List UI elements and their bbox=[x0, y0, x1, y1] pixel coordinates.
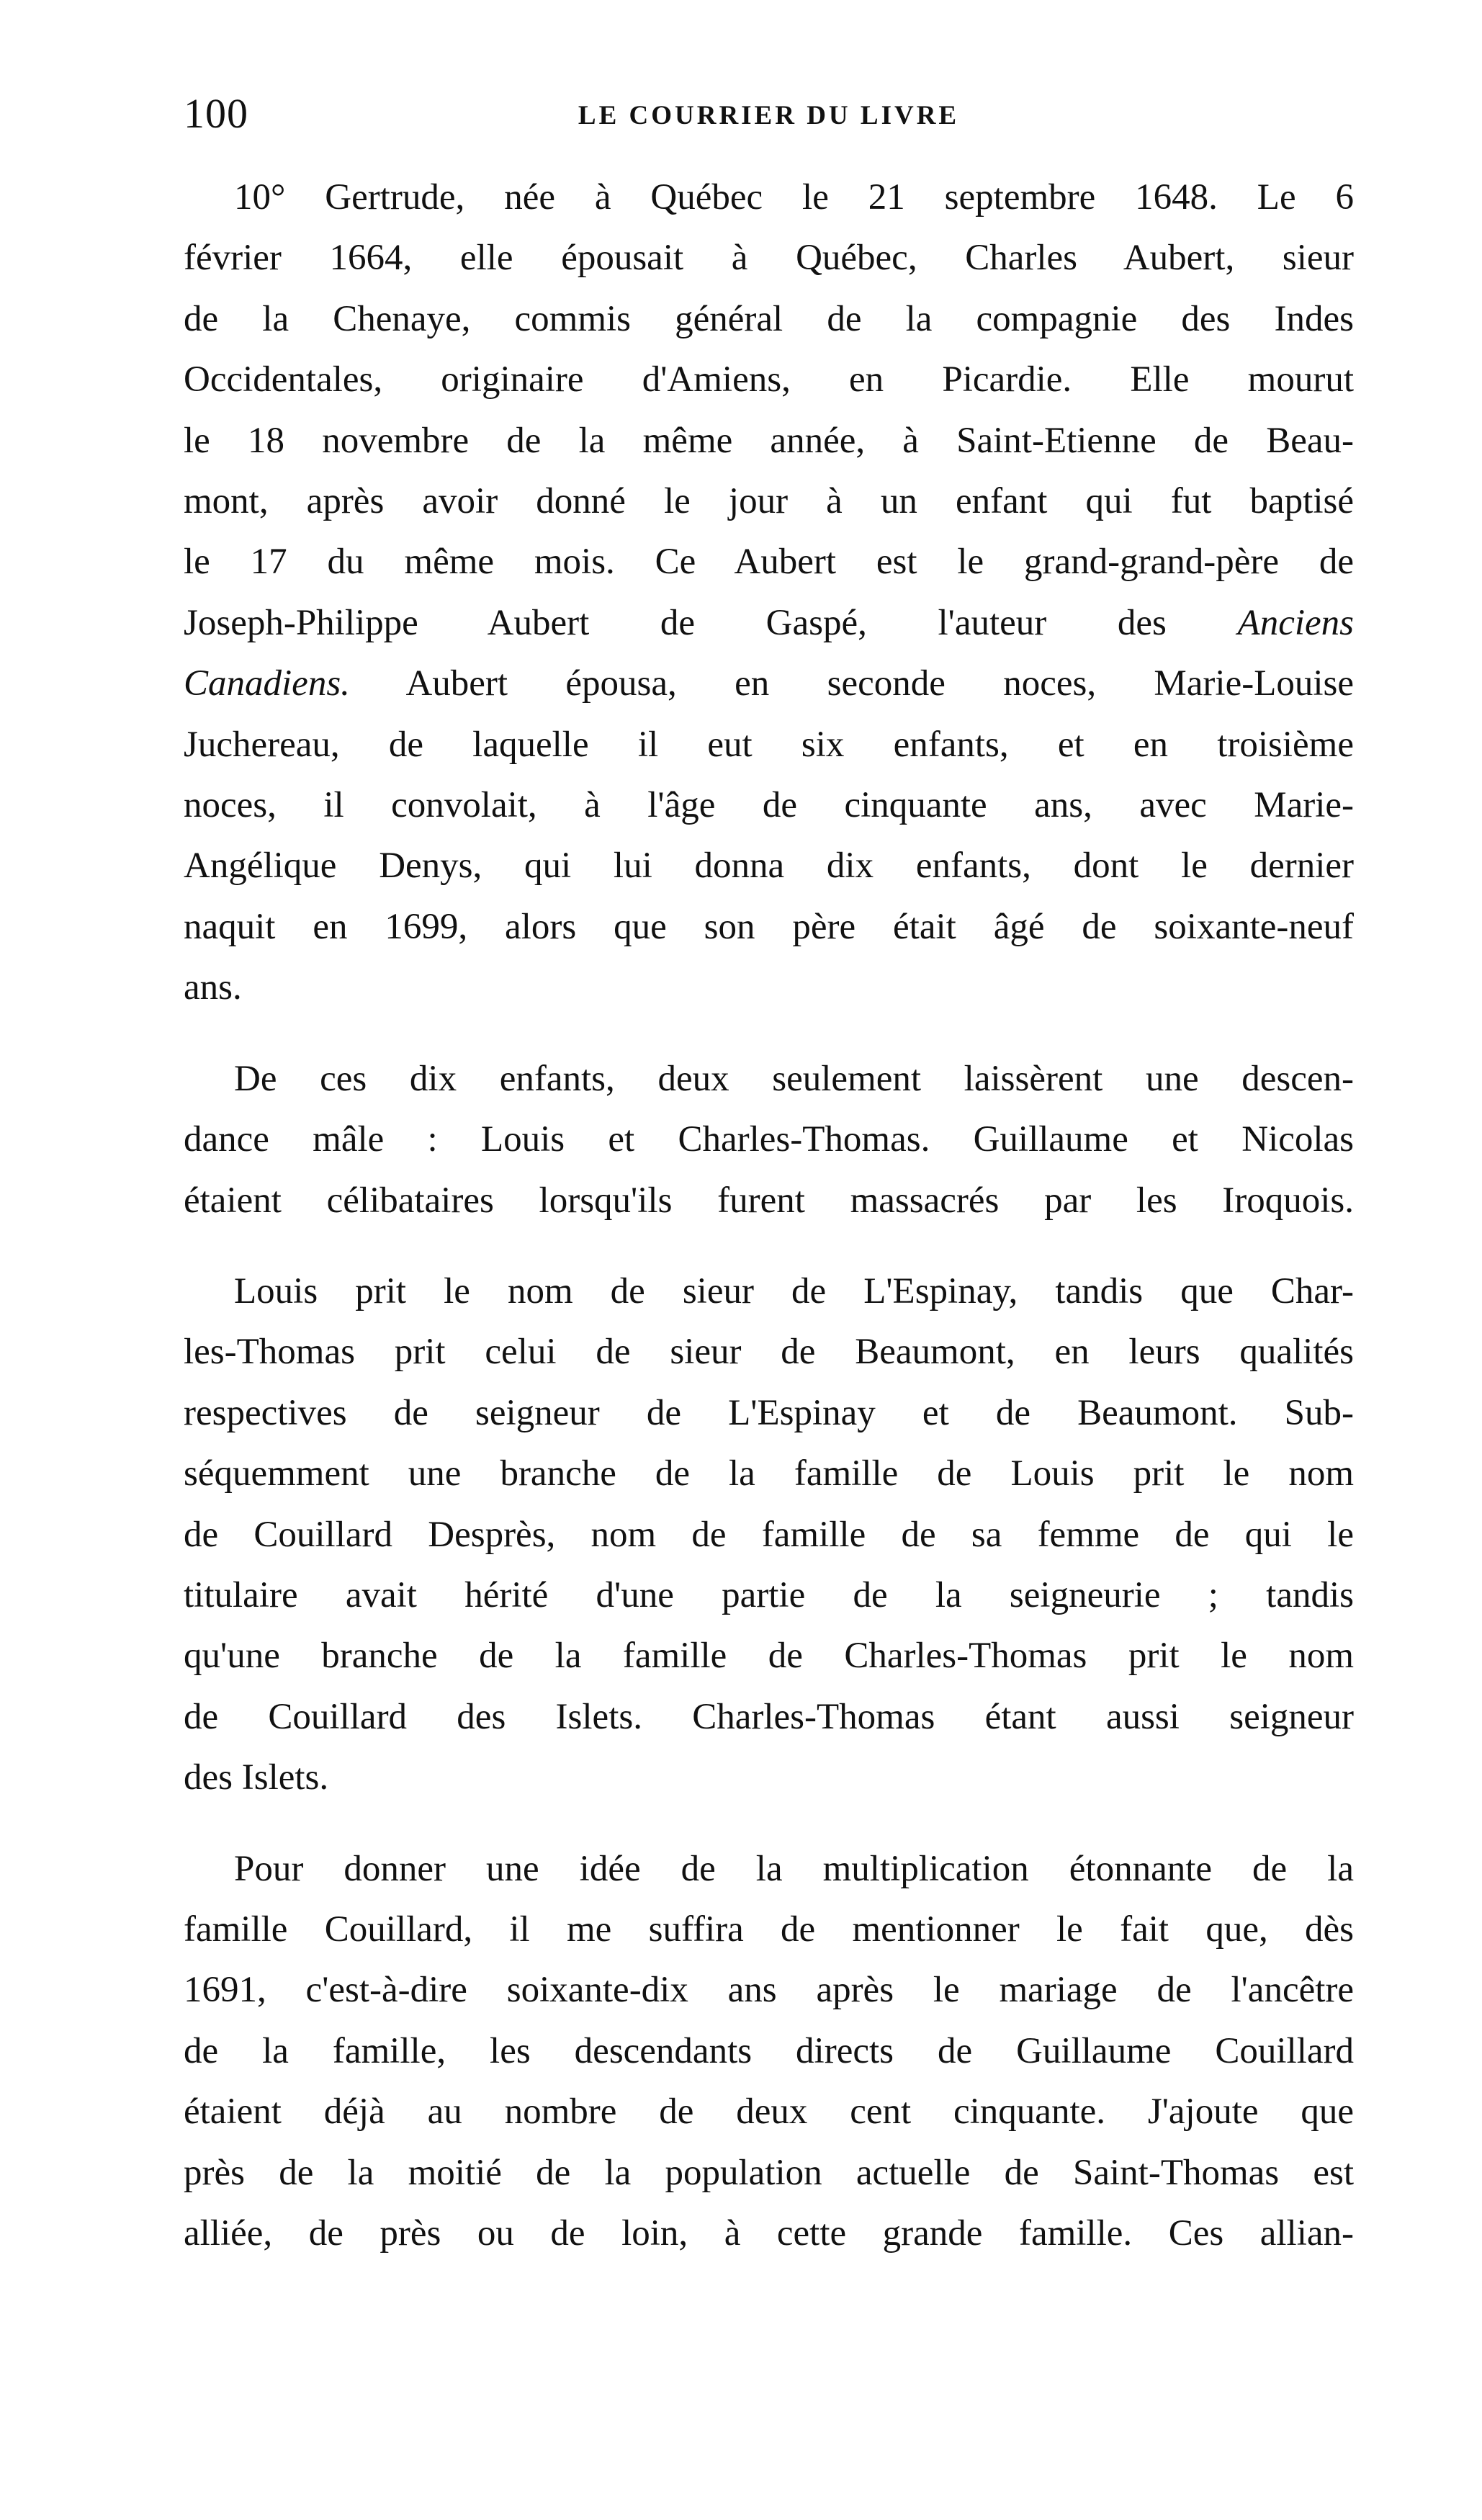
text-line: Louis prit le nom de sieur de L'Espinay, tandis que Char- bbox=[234, 1270, 1354, 1311]
paragraph-4 bbox=[184, 1839, 1354, 2264]
text-line: famille Couillard, il me suffira de mentionner le fait que, dès bbox=[184, 1909, 1354, 1950]
text-line: noces, il convolait, à l'âge de cinquante ans, avec Marie- bbox=[184, 785, 1354, 826]
text-line: étaient célibataires lorsqu'ils furent massacrés par les Iroquois. bbox=[184, 1180, 1354, 1221]
text-line: le 17 du même mois. Ce Aubert est le grand-grand-père de bbox=[184, 542, 1354, 583]
text-line: étaient déjà au nombre de deux cent cinquante. J'ajoute que bbox=[184, 2091, 1354, 2133]
text-line: séquemment une branche de la famille de Louis prit le nom bbox=[184, 1453, 1354, 1494]
paragraph-1 bbox=[184, 167, 1354, 1018]
text-line: février 1664, elle épousait à Québec, Charles Aubert, sieur bbox=[184, 238, 1354, 279]
text-line: des Islets. bbox=[184, 1757, 329, 1798]
paragraph-3 bbox=[184, 1261, 1354, 1808]
text-line: de la famille, les descendants directs de Guillaume Couillard bbox=[184, 2030, 1354, 2071]
page-number: 100 bbox=[184, 90, 248, 137]
text-line: naquit en 1699, alors que son père était âgé de soixante-neuf bbox=[184, 906, 1354, 947]
text-line: De ces dix enfants, deux seulement laissèrent une descen- bbox=[234, 1058, 1354, 1099]
text-line: mont, après avoir donné le jour à un enfant qui fut baptisé bbox=[184, 481, 1354, 522]
italic-title: Canadiens. bbox=[184, 663, 350, 704]
text-line: de Couillard Desprès, nom de famille de sa femme de qui le bbox=[184, 1514, 1354, 1555]
text-line: de Couillard des Islets. Charles-Thomas étant aussi seigneur bbox=[184, 1696, 1354, 1737]
body-text bbox=[184, 167, 1354, 2264]
text-line: respectives de seigneur de L'Espinay et de Beaumont. Sub- bbox=[184, 1392, 1354, 1433]
text-line: près de la moitié de la population actuelle de Saint-Thomas est bbox=[184, 2152, 1354, 2193]
text-line: Occidentales, originaire d'Amiens, en Picardie. Elle mourut bbox=[184, 359, 1354, 400]
text-line: Canadiens. Aubert épousa, en seconde noces, Marie-Louise bbox=[184, 663, 1354, 704]
text-line: alliée, de près ou de loin, à cette grande famille. Ces allian- bbox=[184, 2213, 1354, 2254]
text-line: Pour donner une idée de la multiplication étonnante de la bbox=[234, 1848, 1354, 1889]
text-line: Juchereau, de laquelle il eut six enfants, et en troisième bbox=[184, 724, 1354, 765]
running-title: LE COURRIER DU LIVRE bbox=[578, 101, 960, 130]
italic-title: Anciens bbox=[1237, 602, 1354, 643]
page-header bbox=[184, 85, 1354, 143]
paragraph-2 bbox=[184, 1049, 1354, 1231]
text-line: de la Chenaye, commis général de la compagnie des Indes bbox=[184, 298, 1354, 339]
text-line: Joseph-Philippe Aubert de Gaspé, l'auteur des Anciens bbox=[184, 602, 1354, 643]
text-line: Angélique Denys, qui lui donna dix enfants, dont le dernier bbox=[184, 846, 1354, 887]
text-line: dance mâle : Louis et Charles-Thomas. Guillaume et Nicolas bbox=[184, 1119, 1354, 1160]
text-line: le 18 novembre de la même année, à Saint-Etienne de Beau- bbox=[184, 420, 1354, 461]
text-line: 1691, c'est-à-dire soixante-dix ans après le mariage de l'ancêtre bbox=[184, 1970, 1354, 2011]
text-line: titulaire avait hérité d'une partie de la seigneurie ; tandis bbox=[184, 1574, 1354, 1615]
text-line: 10° Gertrude, née à Québec le 21 septembre 1648. Le 6 bbox=[234, 177, 1354, 218]
text-line: qu'une branche de la famille de Charles-Thomas prit le nom bbox=[184, 1636, 1354, 1677]
text-line: les-Thomas prit celui de sieur de Beaumont, en leurs qualités bbox=[184, 1332, 1354, 1373]
text-line: ans. bbox=[184, 967, 242, 1008]
